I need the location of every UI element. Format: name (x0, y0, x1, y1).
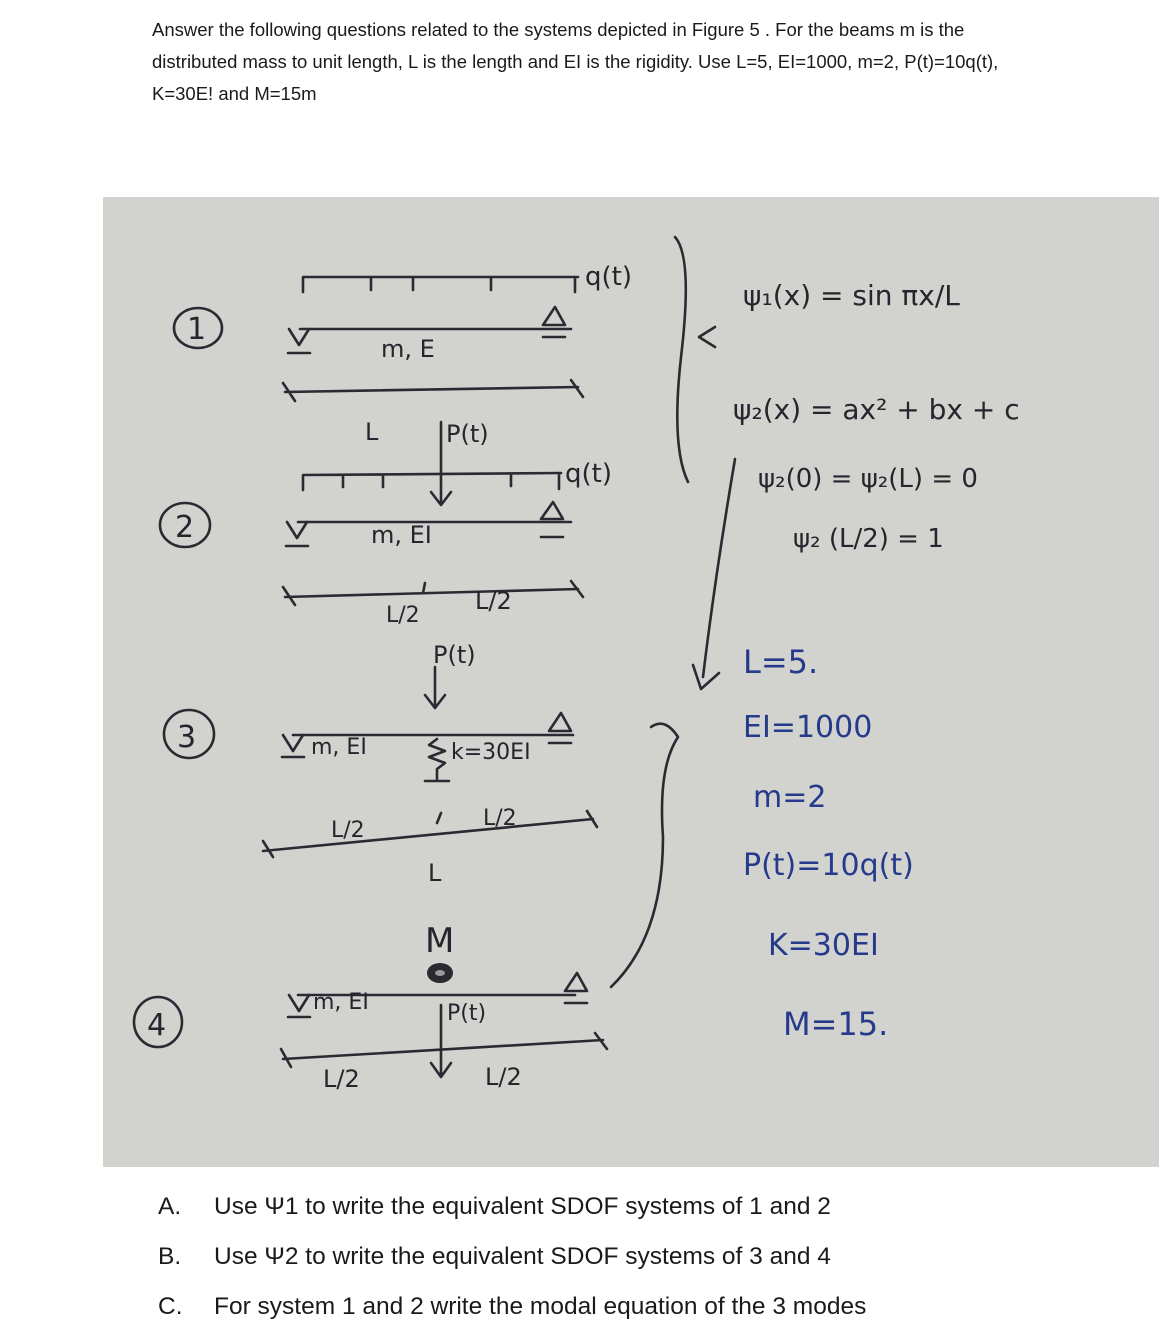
question-c (158, 1282, 1148, 1332)
param-L: L=5. (743, 643, 819, 681)
param-m: m=2 (753, 780, 827, 815)
param-EI: EI=1000 (743, 710, 873, 745)
point-load-arrow (425, 667, 445, 708)
pin-support-left (282, 735, 304, 757)
lumped-mass-label: M (425, 921, 455, 961)
boundary-condition-1: ψ₂(0) = ψ₂(L) = 0 (758, 464, 978, 494)
question-letter: C. (158, 1293, 183, 1320)
psi2-equation: ψ₂(x) = ax² + bx + c (733, 393, 1020, 426)
pin-support-left (288, 329, 310, 353)
span-right-label: L/2 (483, 806, 517, 831)
brace-systems-1-2 (675, 237, 688, 482)
beam-props: m, EI (371, 521, 432, 549)
question-a (158, 1182, 1148, 1232)
roller-support-right (549, 713, 571, 743)
pin-support-left (286, 522, 308, 546)
question-text: Use Ψ1 to write the equivalent SDOF systems of 1 and 2 (214, 1193, 831, 1220)
force-label: P(t) (433, 641, 476, 669)
brace-systems-3-4 (611, 724, 678, 987)
shape-functions (693, 279, 1020, 689)
problem-statement (152, 14, 1072, 110)
boundary-condition-2: ψ₂ (L/2) = 1 (793, 524, 944, 554)
beam-props: m, E (381, 335, 435, 363)
beam-props: m, EI (313, 990, 369, 1015)
span-left-label: L/2 (331, 818, 365, 843)
roller-support-right (565, 973, 587, 1003)
question-list (158, 1182, 1148, 1332)
lumped-mass-highlight (435, 970, 445, 976)
pin-support-left (288, 995, 310, 1017)
system-number: 4 (147, 1008, 167, 1043)
spring-support (425, 739, 449, 781)
question-letter: A. (158, 1193, 182, 1220)
figure-5-handwritten (103, 197, 1159, 1167)
span-right-label: L/2 (475, 587, 512, 615)
given-parameters (743, 643, 914, 1043)
intro-line-1: Answer the following questions related to the systems depicted in Figure 5 . For the beams m is the (152, 19, 965, 40)
intro-line-3: K=30E! and M=15m (152, 83, 317, 104)
load-label: q(t) (565, 459, 612, 489)
dimension-line (263, 811, 597, 857)
roller-support-right (541, 502, 563, 537)
system-number: 1 (187, 312, 207, 347)
system-2 (160, 420, 612, 628)
system-number: 3 (177, 720, 197, 755)
dimension-line (283, 581, 583, 605)
param-K: K=30EI (768, 928, 879, 963)
force-label: P(t) (446, 420, 489, 448)
span-label: L (428, 859, 442, 887)
span-left-label: L/2 (386, 603, 420, 628)
question-text: Use Ψ2 to write the equivalent SDOF systems of 3 and 4 (214, 1243, 831, 1270)
force-label: P(t) (447, 1001, 487, 1026)
distributed-load-arrows (303, 473, 561, 490)
span-label: L (365, 418, 379, 446)
system-number: 2 (175, 510, 195, 545)
figure-drawing (103, 197, 1159, 1167)
param-P: P(t)=10q(t) (743, 848, 914, 883)
spring-label: k=30EI (451, 740, 531, 765)
arrow-to-conditions (693, 459, 735, 689)
beam-props: m, EI (311, 735, 367, 760)
question-letter: B. (158, 1243, 182, 1270)
dimension-line (283, 380, 583, 401)
load-label: q(t) (585, 262, 632, 292)
span-right-label: L/2 (485, 1063, 522, 1091)
roller-support-right (543, 307, 565, 337)
intro-line-2: distributed mass to unit length, L is the length and EI is the rigidity. Use L=5, EI=1000, m=2, P(t)=10q(t), (152, 51, 999, 72)
system-3 (164, 641, 597, 887)
span-left-label: L/2 (323, 1065, 360, 1093)
distributed-load-arrows (303, 277, 578, 292)
param-M: M=15. (783, 1005, 889, 1043)
dimension-line (281, 1033, 607, 1067)
psi1-equation: ψ₁(x) = sin πx/L (743, 279, 960, 312)
question-b (158, 1232, 1148, 1282)
arrow-to-psi1 (699, 327, 715, 347)
system-4 (134, 921, 607, 1093)
system-1 (174, 262, 632, 446)
question-text: For system 1 and 2 write the modal equation of the 3 modes (214, 1293, 867, 1320)
